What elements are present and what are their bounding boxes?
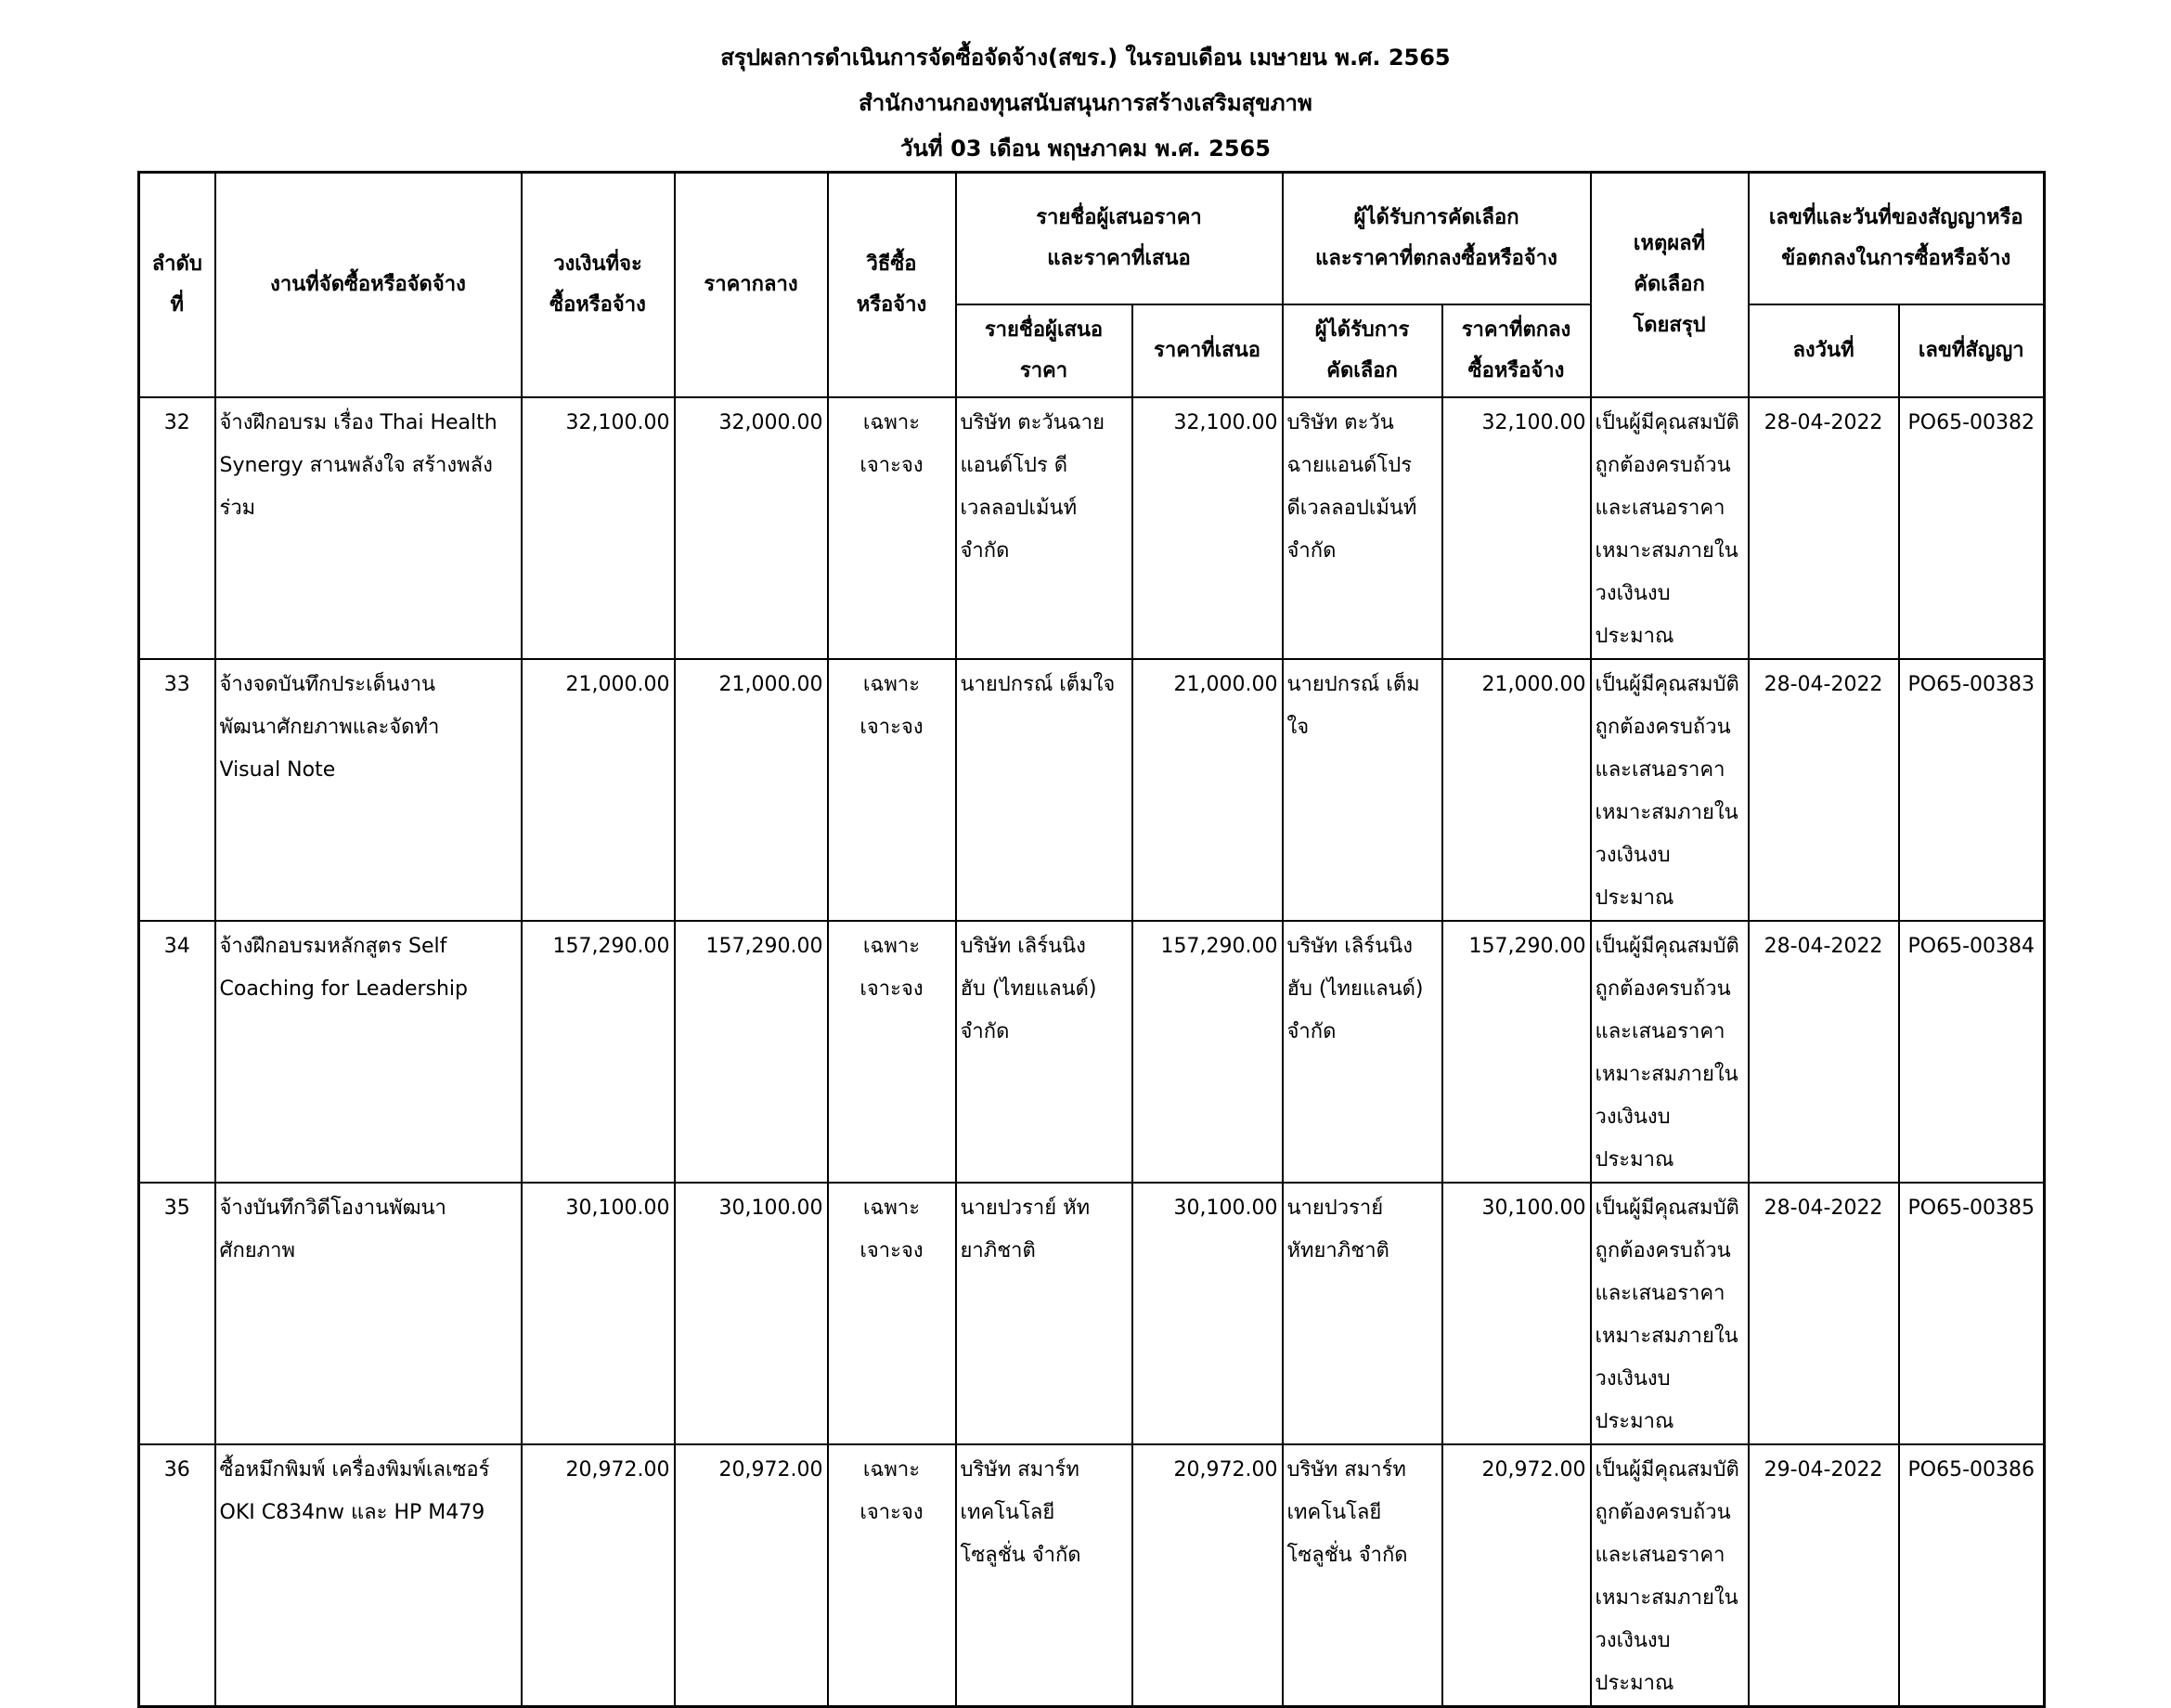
table-row [139,397,2045,659]
header-budget: วงเงินที่จะ ซื้อหรือจ้าง [522,173,675,398]
cell-budget: 30,100.00 [522,1183,675,1444]
cell-reason: เป็นผู้มีคุณสมบัติ ถูกต้องครบถ้วน และเสนอราคา เหมาะสมภายใน วงเงินงบประมาณ [1591,1183,1749,1444]
header-contract-date: ลงวันที่ [1749,304,1899,397]
header-bid-price: ราคาที่เสนอ [1132,304,1283,397]
cell-bid-price: 21,000.00 [1132,659,1283,921]
table-row [139,1183,2045,1444]
cell-no: 34 [139,921,215,1183]
header-contract-no: เลขที่สัญญา [1899,304,2045,397]
cell-contract-no: PO65-00382 [1899,397,2045,659]
cell-budget: 32,100.00 [522,397,675,659]
cell-method: เฉพาะ เจาะจง [828,1183,956,1444]
cell-work: จ้างฝึกอบรม เรื่อง Thai Health Synergy สานพลังใจ สร้างพลัง ร่วม [215,397,522,659]
cell-work: จ้างจดบันทึกประเด็นงาน พัฒนาศักยภาพและจัดทำ Visual Note [215,659,522,921]
cell-bidder: นายปกรณ์ เต็มใจ [956,659,1132,921]
cell-no: 33 [139,659,215,921]
cell-work: จ้างบันทึกวิดีโองานพัฒนา ศักยภาพ [215,1183,522,1444]
header-work: งานที่จัดซื้อหรือจัดจ้าง [215,173,522,398]
cell-median-price: 21,000.00 [675,659,828,921]
report-date: วันที่ 03 เดือน พฤษภาคม พ.ศ. 2565 [900,136,1271,162]
report-title: สรุปผลการดำเนินการจัดซื้อจัดจ้าง(สขร.) ในรอบเดือน เมษายน พ.ศ. 2565 [720,45,1451,71]
cell-agreed-price: 20,972.00 [1442,1444,1591,1707]
cell-budget: 21,000.00 [522,659,675,921]
procurement-table [137,171,2046,1708]
table-row [139,1444,2045,1707]
header-contract-group: เลขที่และวันที่ของสัญญาหรือ ข้อตกลงในการซื้อหรือจ้าง [1749,173,2045,305]
cell-median-price: 20,972.00 [675,1444,828,1707]
cell-no: 35 [139,1183,215,1444]
header-selected-name: ผู้ได้รับการ คัดเลือก [1283,304,1442,397]
cell-budget: 20,972.00 [522,1444,675,1707]
organization-name: สำนักงานกองทุนสนับสนุนการสร้างเสริมสุขภาพ [859,90,1312,116]
cell-bid-price: 32,100.00 [1132,397,1283,659]
cell-budget: 157,290.00 [522,921,675,1183]
cell-no: 36 [139,1444,215,1707]
header-no: ลำดับ ที่ [139,173,215,398]
cell-contract-date: 28-04-2022 [1749,921,1899,1183]
cell-contract-date: 28-04-2022 [1749,659,1899,921]
cell-agreed-price: 21,000.00 [1442,659,1591,921]
cell-bidder: บริษัท ตะวันฉาย แอนด์โปร ดี เวลลอปเม้นท์ จำกัด [956,397,1132,659]
cell-selected: บริษัท ตะวัน ฉายแอนด์โปร ดีเวลลอปเม้นท์ จำกัด [1283,397,1442,659]
document-header [0,35,2171,172]
header-selected-group: ผู้ได้รับการคัดเลือก และราคาที่ตกลงซื้อหรือจ้าง [1283,173,1591,305]
cell-work: ซื้อหมึกพิมพ์ เครื่องพิมพ์เลเซอร์ OKI C834nw และ HP M479 [215,1444,522,1707]
header-reason: เหตุผลที่ คัดเลือก โดยสรุป [1591,173,1749,398]
cell-agreed-price: 157,290.00 [1442,921,1591,1183]
header-bidder-name: รายชื่อผู้เสนอ ราคา [956,304,1132,397]
cell-reason: เป็นผู้มีคุณสมบัติ ถูกต้องครบถ้วน และเสนอราคา เหมาะสมภายใน วงเงินงบประมาณ [1591,921,1749,1183]
cell-median-price: 157,290.00 [675,921,828,1183]
cell-bid-price: 157,290.00 [1132,921,1283,1183]
cell-bid-price: 20,972.00 [1132,1444,1283,1707]
cell-method: เฉพาะ เจาะจง [828,397,956,659]
cell-reason: เป็นผู้มีคุณสมบัติ ถูกต้องครบถ้วน และเสนอราคา เหมาะสมภายใน วงเงินงบประมาณ [1591,659,1749,921]
cell-no: 32 [139,397,215,659]
cell-contract-no: PO65-00386 [1899,1444,2045,1707]
cell-method: เฉพาะ เจาะจง [828,921,956,1183]
cell-method: เฉพาะ เจาะจง [828,1444,956,1707]
cell-contract-date: 29-04-2022 [1749,1444,1899,1707]
cell-selected: บริษัท สมาร์ท เทคโนโลยี โซลูชั่น จำกัด [1283,1444,1442,1707]
cell-median-price: 30,100.00 [675,1183,828,1444]
header-method: วิธีซื้อ หรือจ้าง [828,173,956,398]
cell-bid-price: 30,100.00 [1132,1183,1283,1444]
cell-bidder: บริษัท สมาร์ท เทคโนโลยี โซลูชั่น จำกัด [956,1444,1132,1707]
table-row [139,921,2045,1183]
cell-reason: เป็นผู้มีคุณสมบัติ ถูกต้องครบถ้วน และเสนอราคา เหมาะสมภายใน วงเงินงบประมาณ [1591,397,1749,659]
cell-contract-date: 28-04-2022 [1749,397,1899,659]
cell-method: เฉพาะ เจาะจง [828,659,956,921]
cell-contract-no: PO65-00384 [1899,921,2045,1183]
cell-selected: บริษัท เลิร์นนิง ฮับ (ไทยแลนด์) จำกัด [1283,921,1442,1183]
cell-bidder: นายปวราย์ หัท ยาภิชาติ [956,1183,1132,1444]
cell-bidder: บริษัท เลิร์นนิง ฮับ (ไทยแลนด์) จำกัด [956,921,1132,1183]
cell-selected: นายปกรณ์ เต็ม ใจ [1283,659,1442,921]
cell-contract-no: PO65-00383 [1899,659,2045,921]
header-median-price: ราคากลาง [675,173,828,398]
header-agreed-price: ราคาที่ตกลง ซื้อหรือจ้าง [1442,304,1591,397]
cell-agreed-price: 32,100.00 [1442,397,1591,659]
cell-contract-date: 28-04-2022 [1749,1183,1899,1444]
header-bidders-group: รายชื่อผู้เสนอราคา และราคาที่เสนอ [956,173,1283,305]
cell-selected: นายปวราย์ หัทยาภิชาติ [1283,1183,1442,1444]
cell-reason: เป็นผู้มีคุณสมบัติ ถูกต้องครบถ้วน และเสนอราคา เหมาะสมภายใน วงเงินงบประมาณ [1591,1444,1749,1707]
table-row [139,659,2045,921]
cell-contract-no: PO65-00385 [1899,1183,2045,1444]
header-row-top [139,173,2045,305]
cell-work: จ้างฝึกอบรมหลักสูตร Self Coaching for Leadership [215,921,522,1183]
cell-agreed-price: 30,100.00 [1442,1183,1591,1444]
cell-median-price: 32,000.00 [675,397,828,659]
